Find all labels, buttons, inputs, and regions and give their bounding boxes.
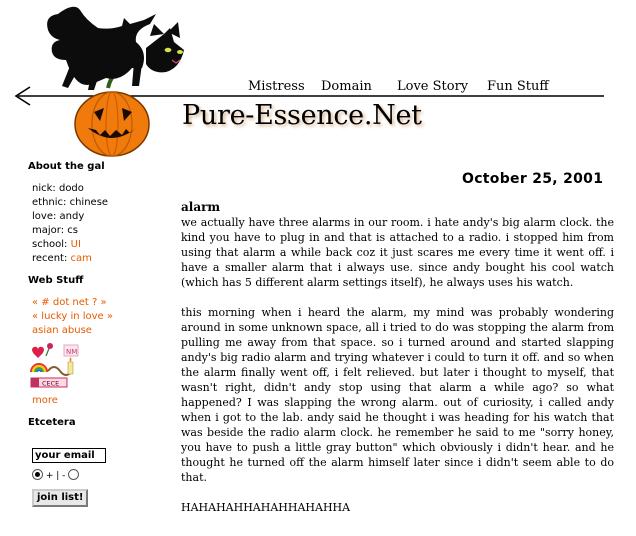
link-buttons (28, 342, 158, 394)
post-paragraph: we actually have three alarms in our room. i hate andy's big alarm clock. the kind you have to plug in and that is attached to a radio. i stopped him from using that alarm a while back coz it just scares me every time it went off. i have a smaller alarm that i always use. since andy bought his cool watch (which has 5 different alarm settings itself), he always uses his watch. (181, 216, 614, 289)
info-row-school: school: UI (32, 239, 81, 250)
site-title: Pure-Essence.Net (182, 100, 422, 131)
web-link-lucky-in-love[interactable]: « lucky in love » (32, 311, 114, 322)
web-stuff-heading: Web Stuff (28, 275, 84, 286)
join-list-button[interactable]: join list! (32, 489, 88, 507)
about-heading: About the gal (28, 161, 105, 172)
svg-text:CECE: CECE (42, 379, 60, 388)
email-input[interactable]: your email (32, 448, 106, 463)
info-row-nick: nick: dodo (32, 183, 84, 194)
info-row-love: love: andy (32, 211, 85, 222)
sidebar (28, 160, 158, 507)
heart-rose-icon[interactable] (32, 343, 53, 358)
candle-icon[interactable] (68, 357, 73, 374)
rainbow-icon[interactable] (31, 364, 47, 372)
subscribe-radio[interactable] (32, 469, 43, 480)
more-link[interactable]: more (32, 395, 58, 406)
web-link-dot-net[interactable]: « # dot net ? » (32, 297, 107, 308)
top-nav (0, 79, 636, 97)
radio-label: + | - (45, 471, 66, 481)
cece-badge-icon[interactable] (31, 378, 67, 388)
info-row-recent: recent: cam (32, 253, 92, 264)
post-title: alarm (181, 200, 221, 214)
svg-text:NM: NM (66, 348, 78, 356)
post-paragraph: HAHAHAHHAHAHHAHAHHA (181, 501, 351, 514)
info-row-major: major: cs (32, 225, 78, 236)
web-link-asian-abuse[interactable]: asian abuse (32, 325, 92, 336)
mailing-list-form (28, 448, 158, 507)
nav-love-story[interactable]: Love Story (397, 79, 469, 94)
about-info (28, 182, 158, 266)
nav-fun-stuff[interactable]: Fun Stuff (487, 79, 549, 94)
nav-domain[interactable]: Domain (321, 79, 372, 94)
etcetera-heading: Etcetera (28, 417, 76, 428)
info-row-ethnic: ethnic: chinese (32, 197, 109, 208)
recent-link[interactable]: cam (70, 253, 92, 264)
web-links (28, 296, 158, 338)
post-paragraph: this morning when i heard the alarm, my mind was probably wondering around in some unknown space, all i tried to do was stopping the alarm from pulling me away from that space. so i turned around and started slapping andy's big radio alarm and trying whatever i could to turn it off. and so when the alarm finally went off, i felt relieved. but later i thought to myself, that wasn't right, didn't andy stop using that alarm a while ago? so what happened? I was slapping the wrong alarm. out of curiosity, i called andy when i got to the lab. andy said he thought i was heading for his watch that was beside the radio alarm clock. he remember he said to me "sorry honey, you have to push a little gray button" which obviously i didn't hear. and he thought he turned off the alarm himself later since i didn't seem able to do that. (181, 306, 614, 484)
school-link[interactable]: UI (70, 239, 81, 250)
unsubscribe-radio[interactable] (68, 469, 79, 480)
black-cat-icon (47, 7, 184, 90)
nav-mistress[interactable]: Mistress (248, 79, 305, 94)
post-body (181, 215, 614, 530)
nm-badge-icon[interactable] (64, 345, 78, 356)
subscribe-radios (32, 469, 158, 483)
post-date: October 25, 2001 (462, 171, 604, 187)
button-graphics (28, 342, 128, 394)
